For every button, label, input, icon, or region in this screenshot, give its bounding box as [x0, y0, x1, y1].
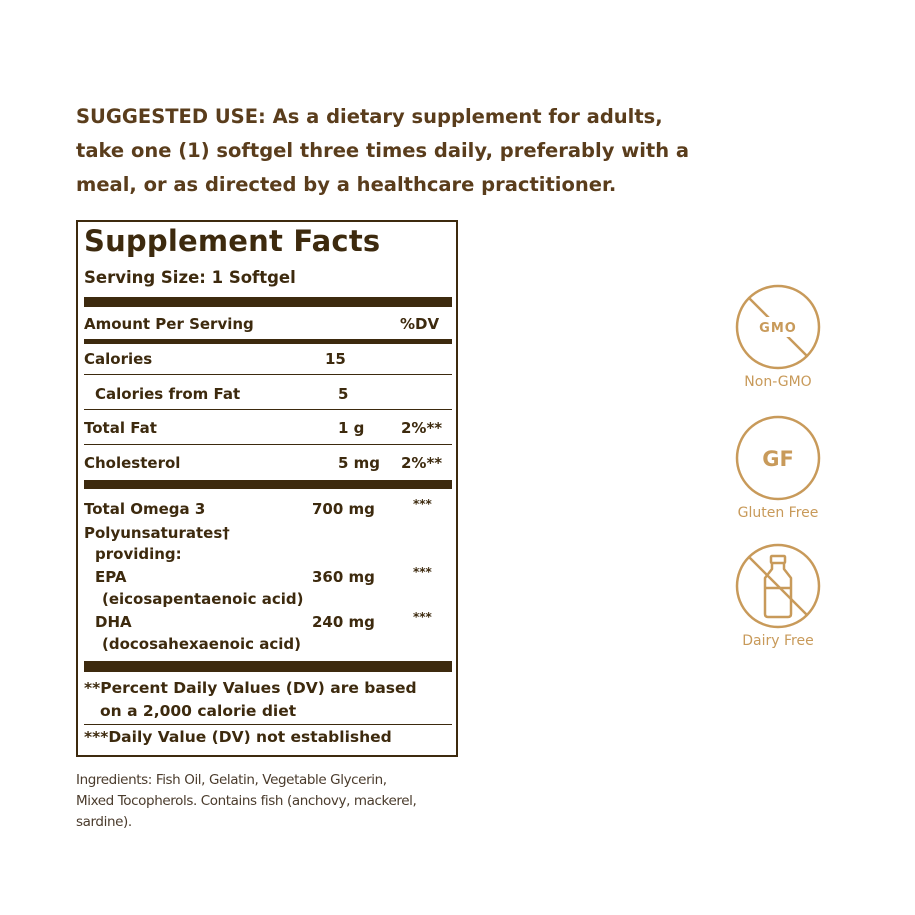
total-fat-label: Total Fat	[84, 419, 157, 437]
cholesterol-label: Cholesterol	[84, 454, 181, 472]
ingredients	[76, 770, 476, 833]
thick-divider	[84, 661, 452, 672]
epa-dv: ***	[413, 565, 432, 579]
row-divider	[84, 409, 452, 410]
epa-full-name: (eicosapentaenoic acid)	[102, 590, 304, 608]
gluten-free-label: Gluten Free	[737, 505, 819, 521]
calories-from-fat-label: Calories from Fat	[95, 385, 241, 403]
dairy-free-icon	[734, 542, 822, 630]
footnote-not-established: ***Daily Value (DV) not established	[84, 728, 392, 746]
gluten-free-badge-text: GF	[762, 447, 794, 471]
suggested-use	[76, 100, 716, 202]
supplement-facts-title: Supplement Facts	[84, 224, 381, 258]
ingredients-line-3: sardine).	[76, 814, 132, 830]
footnote-dv-line-1: **Percent Daily Values (DV) are based	[84, 679, 417, 697]
epa-label: EPA	[95, 568, 127, 586]
thick-divider	[84, 480, 452, 489]
non-gmo-badge-text: GMO	[759, 321, 797, 336]
omega3-label: Total Omega 3	[84, 500, 206, 518]
gluten-free-icon	[734, 414, 822, 502]
cholesterol-amount: 5 mg	[338, 454, 381, 472]
dv-header: %DV	[400, 315, 440, 333]
calories-amount: 15	[325, 350, 346, 368]
dha-label: DHA	[95, 613, 132, 631]
cholesterol-dv: 2%**	[401, 454, 443, 472]
polyunsaturates-label: Polyunsaturates†	[84, 524, 230, 542]
suggested-use-line-1: SUGGESTED USE: As a dietary supplement for adults,	[76, 105, 663, 128]
omega3-dv: ***	[413, 497, 432, 511]
total-fat-amount: 1 g	[338, 419, 365, 437]
row-divider	[84, 374, 452, 375]
total-fat-dv: 2%**	[401, 419, 443, 437]
footnote-dv-line-2: on a 2,000 calorie diet	[100, 702, 297, 720]
dha-dv: ***	[413, 610, 432, 624]
amount-per-serving-label: Amount Per Serving	[84, 315, 254, 333]
epa-amount: 360 mg	[312, 568, 375, 586]
suggested-use-line-2: take one (1) softgel three times daily, preferably with a	[76, 139, 690, 162]
dairy-free-label: Dairy Free	[742, 633, 814, 649]
dha-full-name: (docosahexaenoic acid)	[102, 635, 301, 653]
omega3-amount: 700 mg	[312, 500, 375, 518]
ingredients-line-2: Mixed Tocopherols. Contains fish (anchovy, mackerel,	[76, 793, 417, 809]
serving-size: Serving Size: 1 Softgel	[84, 268, 296, 287]
supplement-facts-panel	[76, 220, 458, 757]
providing-label: providing:	[95, 545, 182, 563]
non-gmo-icon	[734, 283, 822, 371]
row-divider	[84, 444, 452, 445]
dha-amount: 240 mg	[312, 613, 375, 631]
medium-divider	[84, 339, 452, 344]
row-divider	[84, 724, 452, 725]
thick-divider	[84, 297, 452, 307]
suggested-use-line-3: meal, or as directed by a healthcare practitioner.	[76, 173, 617, 196]
calories-from-fat-amount: 5	[338, 385, 349, 403]
calories-label: Calories	[84, 350, 153, 368]
non-gmo-label: Non-GMO	[744, 374, 812, 390]
ingredients-line-1: Ingredients: Fish Oil, Gelatin, Vegetable Glycerin,	[76, 772, 387, 788]
